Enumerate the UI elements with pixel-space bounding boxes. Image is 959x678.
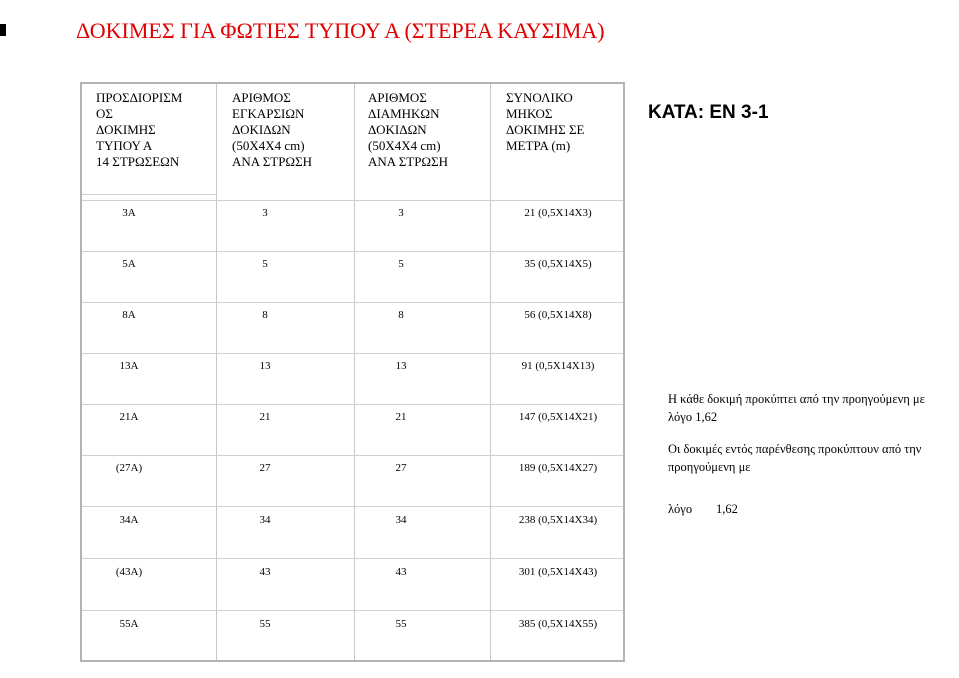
cell-designation: (27A): [115, 462, 143, 474]
column-divider: [354, 84, 355, 660]
row-divider: [82, 558, 623, 559]
cell-longitudinal: 27: [395, 462, 407, 474]
cell-designation: 5A: [122, 258, 136, 270]
tests-table: [80, 82, 625, 662]
cell-transverse: 55: [259, 618, 271, 630]
cell-length: 35 (0,5X14X5): [524, 258, 592, 270]
row-divider: [82, 455, 623, 456]
header-designation: ΠΡΟΣΔΙΟΡΙΣΜ ΟΣ ΔΟΚΙΜΗΣ ΤΥΠΟΥ Α 14 ΣΤΡΩΣΕΩΝ: [96, 90, 183, 169]
cell-designation: 21A: [119, 411, 139, 423]
cell-longitudinal: 21: [395, 411, 407, 423]
column-divider: [216, 84, 217, 660]
header-longitudinal: ΑΡΙΘΜΟΣ ΔΙΑΜΗΚΩΝ ΔΟΚΙΔΩΝ (50Χ4Χ4 cm) ΑΝΑ ΣΤΡΩΣΗ: [368, 90, 449, 169]
header-underline: [82, 194, 216, 195]
row-divider: [82, 200, 623, 201]
cell-designation: 34A: [119, 514, 139, 526]
row-divider: [82, 610, 623, 611]
page-title: ΔΟΚΙΜΕΣ ΓΙΑ ΦΩΤΙΕΣ ΤΥΠΟΥ Α (ΣΤΕΡΕΑ ΚΑΥΣΙΜΑ): [76, 18, 605, 43]
row-divider: [82, 251, 623, 252]
cell-transverse: 43: [259, 566, 271, 578]
cell-longitudinal: 3: [398, 207, 404, 219]
cell-longitudinal: 55: [395, 618, 407, 630]
row-divider: [82, 506, 623, 507]
cell-transverse: 8: [262, 309, 268, 321]
note-ratio: Η κάθε δοκιμή προκύπτει από την προηγούμενη με λόγο 1,62: [668, 392, 925, 424]
header-total-length: ΣΥΝΟΛΙΚΟ ΜΗΚΟΣ ΔΟΚΙΜΗΣ ΣΕ ΜΕΤΡΑ (m): [506, 90, 585, 153]
cell-length: 238 (0,5X14X34): [518, 514, 598, 526]
cell-length: 56 (0,5X14X8): [524, 309, 592, 321]
cell-longitudinal: 13: [395, 360, 407, 372]
cell-longitudinal: 34: [395, 514, 407, 526]
cell-length: 91 (0,5X14X13): [521, 360, 595, 372]
ratio-word: λόγο: [668, 502, 693, 516]
cell-designation: 13A: [119, 360, 139, 372]
header-transverse: ΑΡΙΘΜΟΣ ΕΓΚΑΡΣΙΩΝ ΔΟΚΙΔΩΝ (50Χ4Χ4 cm) ΑΝΑ ΣΤΡΩΣΗ: [232, 90, 313, 169]
standard-label: ΚΑΤΑ: EN 3-1: [648, 102, 769, 123]
cell-length: 189 (0,5X14X27): [518, 462, 598, 474]
cell-transverse: 13: [259, 360, 271, 372]
cell-length: 21 (0,5X14X3): [524, 207, 592, 219]
corner-mark: [0, 24, 6, 36]
cell-longitudinal: 5: [398, 258, 404, 270]
cell-designation: 3A: [122, 207, 136, 219]
row-divider: [82, 302, 623, 303]
cell-transverse: 3: [262, 207, 268, 219]
cell-designation: 8A: [122, 309, 136, 321]
cell-designation: (43A): [115, 566, 143, 578]
cell-length: 301 (0,5X14X43): [518, 566, 598, 578]
cell-designation: 55A: [119, 618, 139, 630]
cell-longitudinal: 8: [398, 309, 404, 321]
row-divider: [82, 404, 623, 405]
cell-transverse: 5: [262, 258, 268, 270]
note-parenthesis: Οι δοκιμές εντός παρένθεσης προκύπτουν από την προηγούμενη με: [668, 442, 922, 474]
cell-transverse: 34: [259, 514, 271, 526]
cell-transverse: 27: [259, 462, 271, 474]
ratio-value: 1,62: [716, 502, 738, 516]
cell-transverse: 21: [259, 411, 271, 423]
cell-length: 385 (0,5X14X55): [518, 618, 598, 630]
cell-length: 147 (0,5X14X21): [518, 411, 598, 423]
cell-longitudinal: 43: [395, 566, 407, 578]
row-divider: [82, 353, 623, 354]
